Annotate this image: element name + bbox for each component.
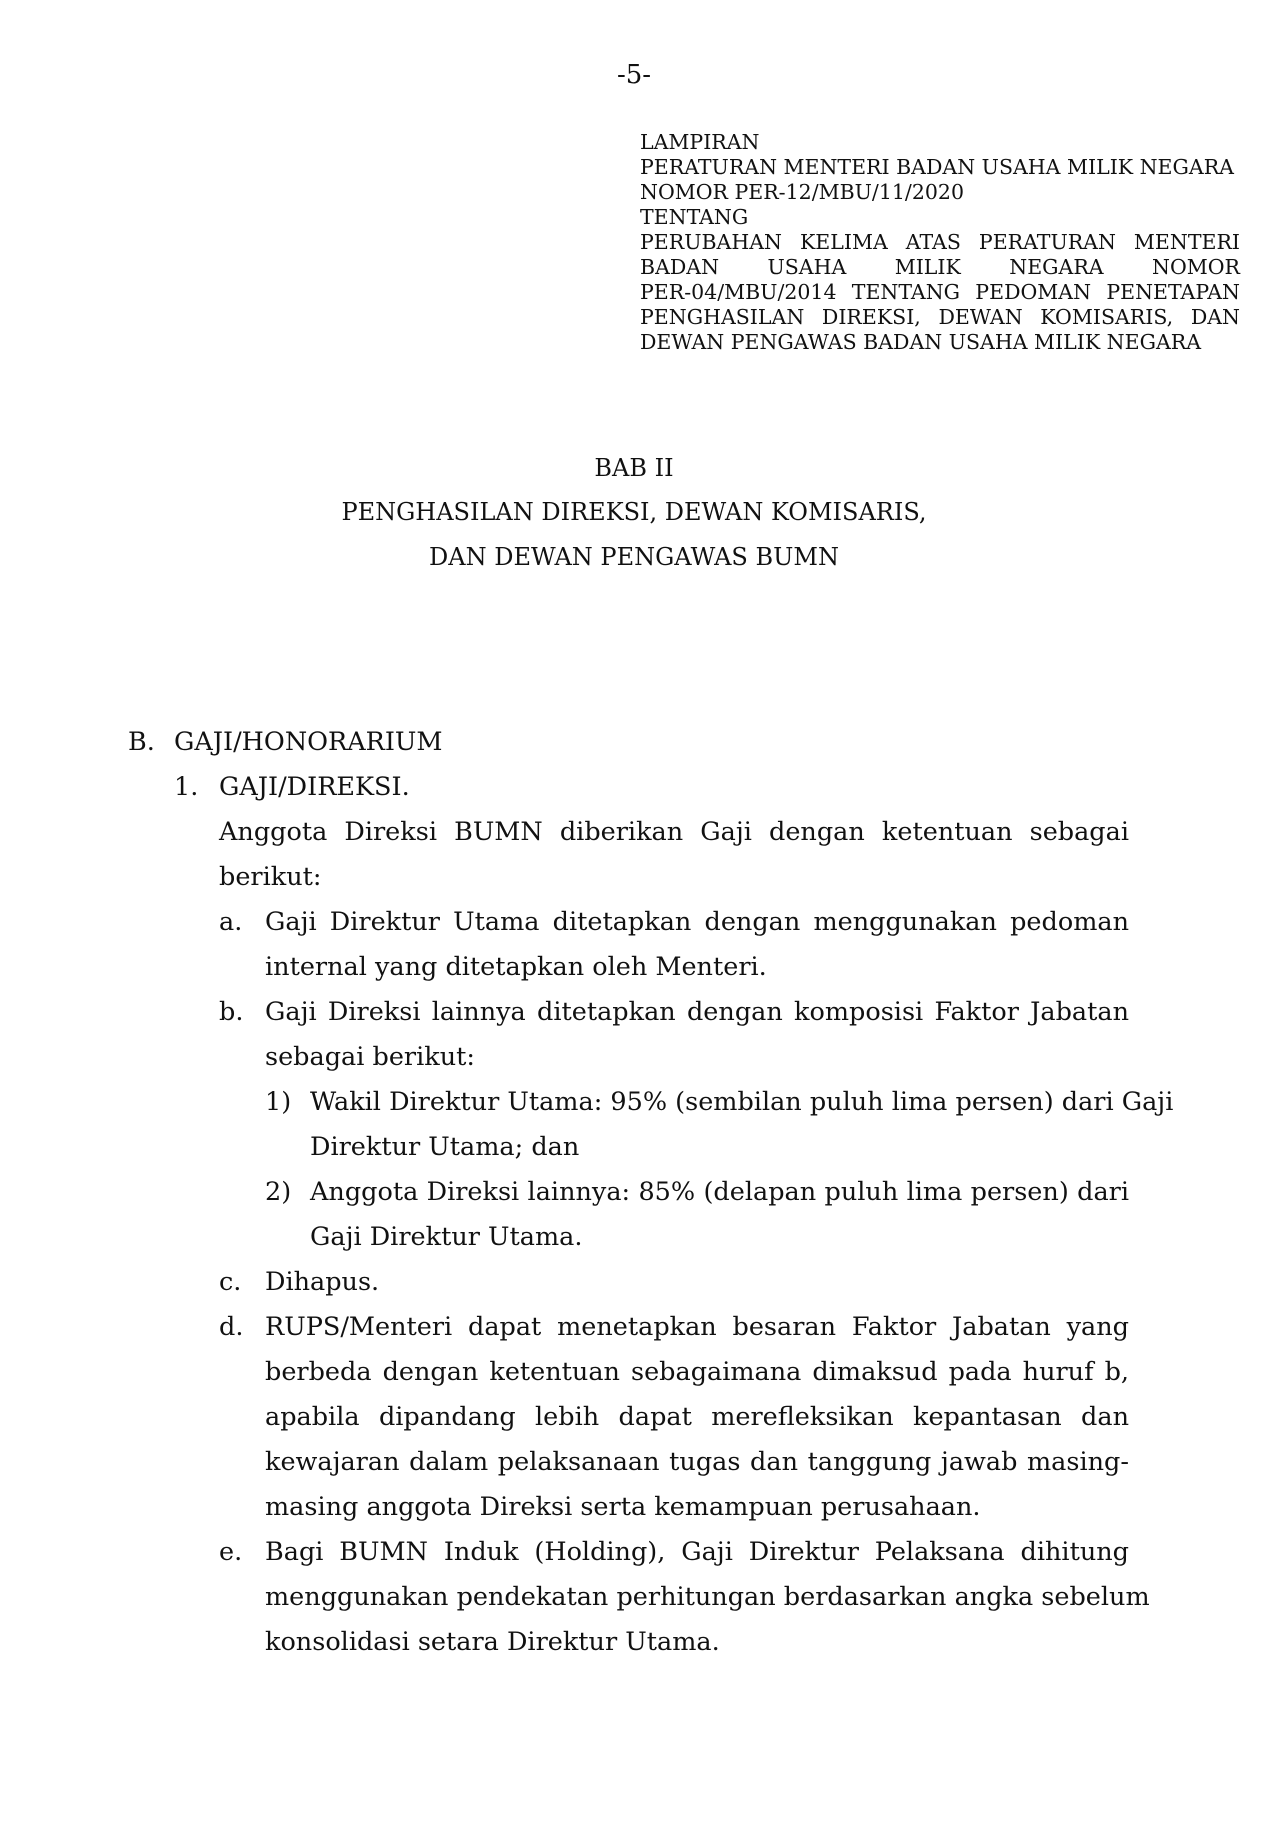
paragraph-line: sebagai berikut:: [265, 1042, 475, 1072]
paragraph-line: berikut:: [219, 862, 322, 892]
paragraph-line: menggunakan pendekatan perhitungan berdasarkan angka sebelum: [265, 1582, 1150, 1612]
section-marker: B.: [128, 727, 155, 757]
chapter-title-line: DAN DEWAN PENGAWAS BUMN: [429, 543, 839, 571]
paragraph-line: apabila dipandang lebih dapat merefleksikan kepantasan dan: [265, 1402, 1129, 1432]
paragraph-line: Wakil Direktur Utama: 95% (sembilan puluh lima persen) dari Gaji: [310, 1087, 1174, 1117]
header-line: TENTANG: [640, 205, 749, 229]
subpoint-marker: 2): [265, 1177, 292, 1207]
item-marker: 1.: [174, 772, 199, 802]
point-marker: e.: [219, 1537, 243, 1567]
point-e: [265, 1530, 1150, 1665]
header-line: LAMPIRAN: [640, 130, 760, 154]
section-title: GAJI/HONORARIUM: [174, 727, 443, 757]
point-c: Dihapus.: [265, 1267, 380, 1297]
paragraph-line: Gaji Direksi lainnya ditetapkan dengan komposisi Faktor Jabatan: [265, 997, 1129, 1027]
header-line: NOMOR PER-12/MBU/11/2020: [640, 180, 965, 204]
point-marker: a.: [219, 907, 243, 937]
chapter-number: BAB II: [594, 454, 674, 482]
paragraph-line: Direktur Utama; dan: [310, 1132, 580, 1162]
point-marker: d.: [219, 1312, 244, 1342]
chapter-title-line: PENGHASILAN DIREKSI, DEWAN KOMISARIS,: [341, 498, 927, 526]
paragraph-line: Bagi BUMN Induk (Holding), Gaji Direktur Pelaksana dihitung: [265, 1537, 1129, 1567]
paragraph-line: internal yang ditetapkan oleh Menteri.: [265, 952, 767, 982]
header-line: DEWAN PENGAWAS BADAN USAHA MILIK NEGARA: [640, 330, 1202, 354]
header-line: PENGHASILAN DIREKSI, DEWAN KOMISARIS, DAN: [640, 305, 1240, 329]
header-line: PER-04/MBU/2014 TENTANG PEDOMAN PENETAPAN: [640, 280, 1240, 304]
paragraph-line: masing anggota Direksi serta kemampuan perusahaan.: [265, 1492, 981, 1522]
paragraph-line: RUPS/Menteri dapat menetapkan besaran Faktor Jabatan yang: [265, 1312, 1129, 1342]
paragraph-line: Gaji Direktur Utama.: [310, 1222, 583, 1252]
header-line: PERATURAN MENTERI BADAN USAHA MILIK NEGARA: [640, 155, 1234, 179]
header-line: BADAN USAHA MILIK NEGARA NOMOR: [640, 255, 1240, 279]
page-number: -5-: [616, 60, 652, 90]
lampiran-header: [640, 130, 1240, 355]
paragraph-line: konsolidasi setara Direktur Utama.: [265, 1627, 720, 1657]
paragraph-line: kewajaran dalam pelaksanaan tugas dan tanggung jawab masing-: [265, 1447, 1129, 1477]
paragraph-line: Anggota Direksi BUMN diberikan Gaji dengan ketentuan sebagai: [219, 817, 1129, 847]
intro-paragraph: [219, 810, 1129, 900]
item-title: GAJI/DIREKSI.: [219, 772, 410, 802]
point-d: [265, 1305, 1129, 1530]
point-marker: b.: [219, 997, 244, 1027]
paragraph-line: Gaji Direktur Utama ditetapkan dengan menggunakan pedoman: [265, 907, 1129, 937]
subpoint-2: [310, 1170, 1129, 1260]
point-b: [265, 990, 1129, 1080]
point-a: [265, 900, 1129, 990]
subpoint-marker: 1): [265, 1087, 292, 1117]
header-line: PERUBAHAN KELIMA ATAS PERATURAN MENTERI: [640, 230, 1240, 254]
subpoint-1: [310, 1080, 1174, 1170]
paragraph-line: berbeda dengan ketentuan sebagaimana dimaksud pada huruf b,: [265, 1357, 1129, 1387]
paragraph-line: Anggota Direksi lainnya: 85% (delapan puluh lima persen) dari: [310, 1177, 1129, 1207]
point-marker: c.: [219, 1267, 242, 1297]
